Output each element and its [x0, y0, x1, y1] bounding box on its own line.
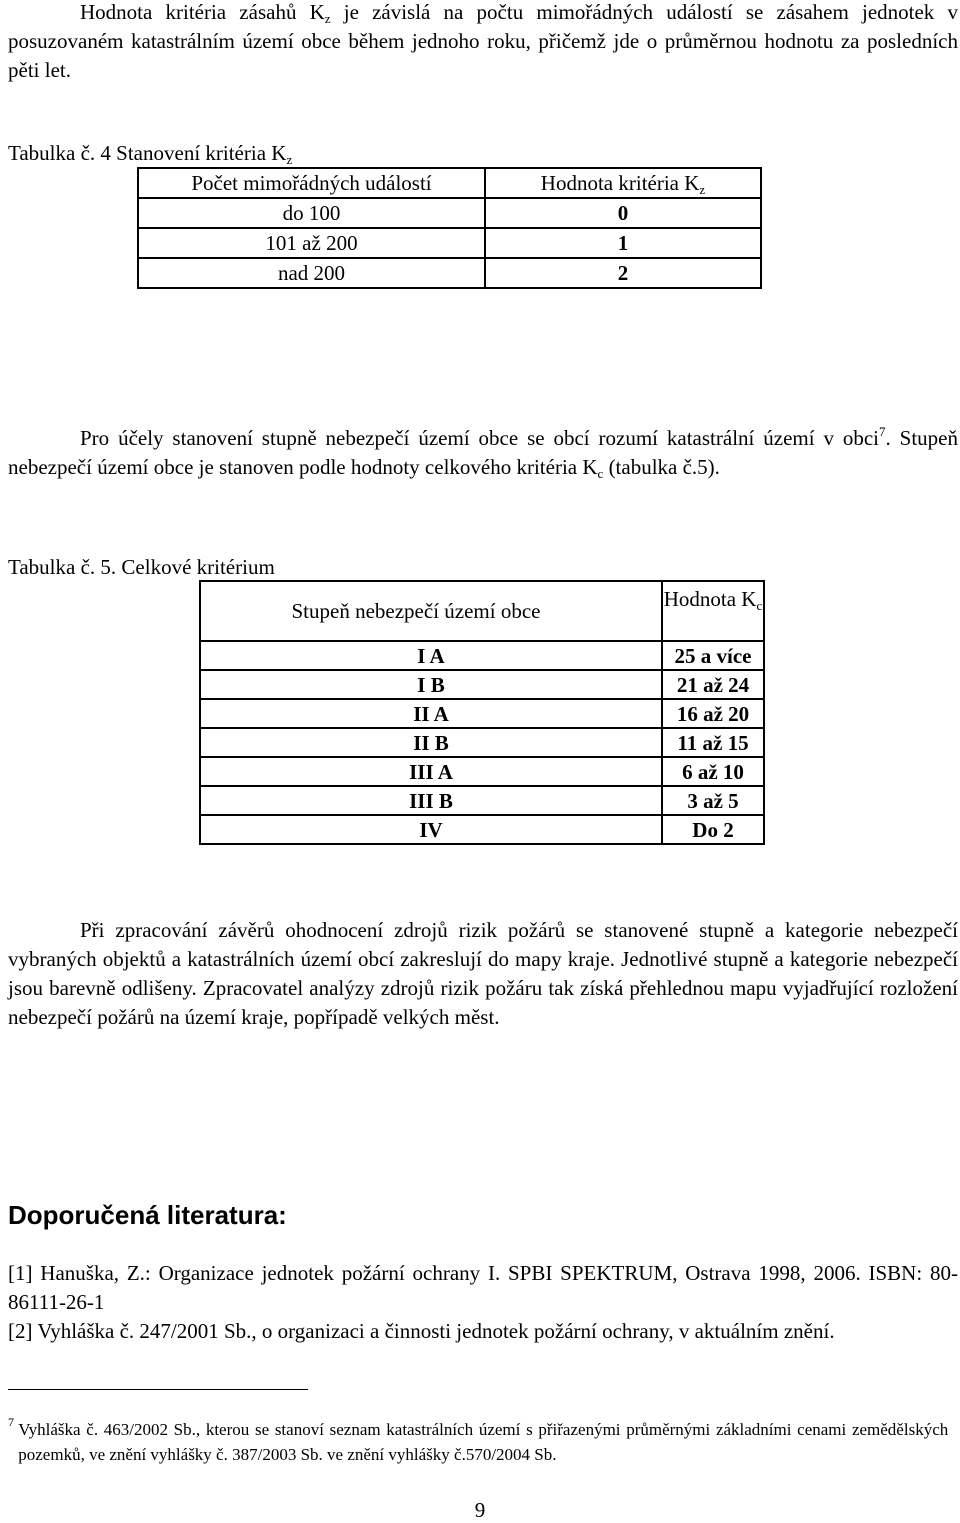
header-events: Počet mimořádných událostí — [138, 168, 485, 198]
cell-degree: III B — [200, 786, 662, 815]
page-number: 9 — [474, 1498, 486, 1522]
cell-events: nad 200 — [138, 258, 485, 288]
cell-value: 11 až 15 — [662, 728, 764, 757]
header-kz: Hodnota kritéria $K_z$ — [485, 168, 761, 198]
cell-degree: IV — [200, 815, 662, 844]
literature-item: [2] Vyhláška č. 247/2001 Sb., o organizaci a činnosti jednotek požární ochrany, v aktuálním znění. — [8, 1319, 835, 1343]
table-row — [138, 258, 761, 288]
cell-degree: I B — [200, 670, 662, 699]
footnote-mark: 7 — [8, 1415, 14, 1429]
cell-degree: III A — [200, 757, 662, 786]
cell-degree: II A — [200, 699, 662, 728]
footnote — [8, 1417, 958, 1467]
intro-paragraph: Hodnota kritéria zásahů $K_z$ je závislá na počtu mimořádných událostí se zásahem jednotek v posuzovaném katastrálním území obce během jednoho roku, přičemž jde o průměrnou hodnotu za posledních pěti let. — [8, 0, 958, 82]
table-row — [200, 815, 764, 844]
cell-value: 2 — [485, 258, 761, 288]
table-total-criterion — [199, 580, 765, 845]
table-row — [200, 757, 764, 786]
table-row — [200, 641, 764, 670]
cell-value: 21 až 24 — [662, 670, 764, 699]
cell-value: Do 2 — [662, 815, 764, 844]
cell-events: do 100 — [138, 198, 485, 228]
header-degree: Stupeň nebezpečí území obce — [200, 581, 662, 641]
table-header-row — [200, 581, 764, 641]
cell-degree: II B — [200, 728, 662, 757]
table-row — [200, 699, 764, 728]
cell-value: 6 až 10 — [662, 757, 764, 786]
table-row — [200, 728, 764, 757]
footnote-separator — [8, 1389, 308, 1390]
cell-value: 16 až 20 — [662, 699, 764, 728]
table-header-row — [138, 168, 761, 198]
cell-value: 1 — [485, 228, 761, 258]
header-kc: Hodnota $K_c$ — [662, 581, 764, 641]
table-row — [138, 228, 761, 258]
table-row — [200, 786, 764, 815]
cell-value: 3 až 5 — [662, 786, 764, 815]
table5-caption: Tabulka č. 5. Celkové kritérium — [8, 555, 275, 579]
table-row — [200, 670, 764, 699]
paragraph-katastr: Pro účely stanovení stupně nebezpečí území obce se obcí rozumí katastrální území v obci$^7$. Stupeň nebezpečí území obce je stanoven podle hodnoty celkového kritéria $K_c$ (tabulka č.5). — [8, 424, 958, 481]
cell-degree: I A — [200, 641, 662, 670]
cell-value: 0 — [485, 198, 761, 228]
cell-events: 101 až 200 — [138, 228, 485, 258]
footnote-reference: 7 — [879, 424, 886, 439]
footnote-text: Vyhláška č. 463/2002 Sb., kterou se stanoví seznam katastrálních území s přiřazenými průměrnými základními cenami zemědělských pozemků, ve znění vyhlášky č. 387/2003 Sb. ve znění vyhlášky č.570/2004 Sb. — [18, 1420, 949, 1464]
table4-caption: Tabulka č. 4 Stanovení kritéria $K_z$ — [8, 141, 293, 167]
literature-heading: Doporučená literatura: — [8, 1200, 287, 1230]
table-row — [138, 198, 761, 228]
table-criterion-kz — [137, 167, 762, 289]
literature-item: [1] Hanuška, Z.: Organizace jednotek požární ochrany I. SPBI SPEKTRUM, Ostrava 1998, 2006. ISBN: 80-86111-26-1 — [8, 1261, 958, 1314]
cell-value: 25 a více — [662, 641, 764, 670]
paragraph-maps: Při zpracování závěrů ohodnocení zdrojů rizik požárů se stanovené stupně a kategorie nebezpečí vybraných objektů a katastrálních území obcí zakreslují do mapy kraje. Jednotlivé stupně a kategorie nebezpečí jsou barevně odlišeny. Zpracovatel analýzy zdrojů rizik požáru tak získá přehlednou mapu vyjadřující rozložení nebezpečí požárů na území kraje, popřípadě velkých měst. — [8, 918, 958, 1029]
